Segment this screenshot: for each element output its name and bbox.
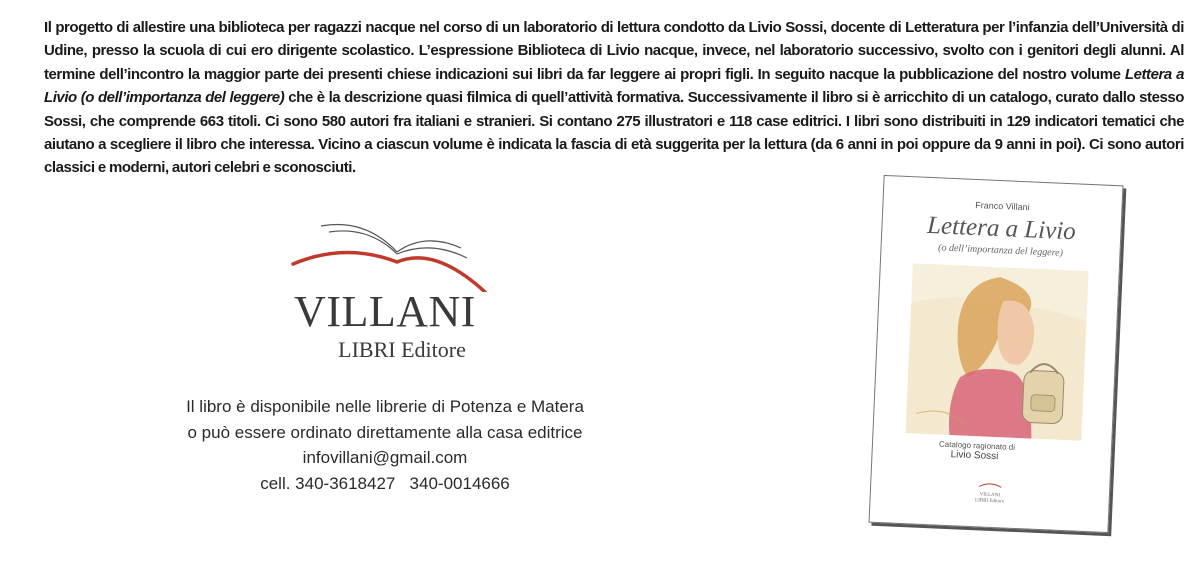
book-cover-title: Lettera a Livio [926,211,1077,246]
open-book-icon [285,212,495,292]
intro-text-before: Il progetto di allestire una biblioteca per ragazzi nacque nel corso di un laboratorio di lettura condotto da Livio Sossi, docente di Letteratura per l’infanzia dell’Università di Udine, presso la scuola di cui ero dirigente scolastico. L’espressione Biblioteca di Livio nacque, invece, nel laboratorio successivo, svolto con i genitori degli alunni. Al termine dell’incontro la maggior parte dei presenti chiese indicazioni sui libri da far leggere ai propri figli. In seguito nacque la pubblicazione del nostro volume [44,19,1184,83]
book-cover-credit-name: Livio Sossi [950,449,999,463]
girl-with-backpack-illustration [905,263,1088,441]
book-cover-subtitle: (o dell’importanza del leggere) [937,242,1064,259]
publisher-name: VILLANI [294,287,476,336]
intro-book-title: Lettera a Livio (o dell’importanza del leggere) [44,65,1185,107]
contact-email: infovillani@gmail.com [302,448,468,467]
availability-info [130,394,640,496]
availability-line-order: o può essere ordinato direttamente alla casa editrice [187,422,583,442]
contact-phones: cell. 340-3618427 340-0014666 [260,473,510,493]
book-cover-credit-label: Catalogo ragionato di [938,439,1016,452]
book-cover-logo-sub: LIBRI Editore [974,497,1005,504]
book-cover [869,175,1124,533]
book-cover-logo-name: VILLANI [979,492,1001,499]
book-cover-publisher-logo [871,470,1110,509]
availability-line-stores: Il libro è disponibile nelle librerie di Potenza e Matera [186,397,584,416]
intro-text-after: che è la descrizione quasi filmica di quell’attività formativa. Successivamente il libro si è arricchito di un catalogo, curato dallo stesso Sossi, che comprende 663 titoli. Ci sono 580 autori fra italiani e stranieri. Si contano 275 illustratori e 118 case editrici. I libri sono distribuiti in 129 indicatori tematici che aiutano a scegliere il libro che interessa. Vicino a ciascun volume è indicata la fascia di età suggerita per la lettura (da 6 anni in poi oppure da 9 anni in poi). Ci sono autori classici e moderni, autori celebri e sconosciuti. [44,89,1184,177]
publisher-logo [285,212,495,362]
book-cover-author: Franco Villani [975,199,1030,213]
publisher-subtitle: LIBRI Editore [338,337,466,362]
intro-paragraph [44,16,1184,180]
book-cover-logo-icon [978,479,1002,488]
